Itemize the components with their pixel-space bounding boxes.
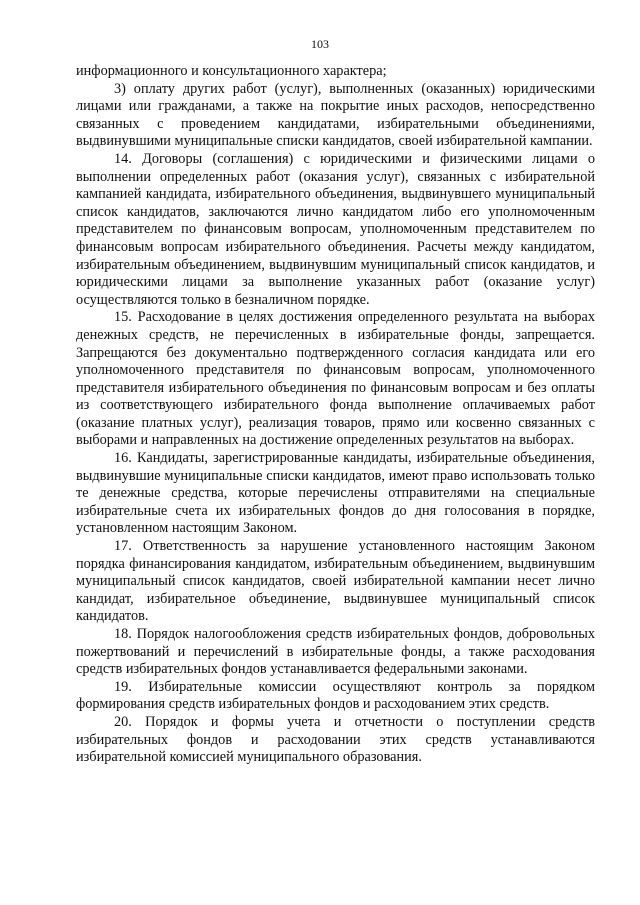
- paragraph-15: 15. Расходование в целях достижения определенного результата на выборах денежных средств, не перечисленных в избирательные фонды, запрещается. Запрещаются без документально подтвержденного согласия кандидата или его уполномоченного представителя по финансовым вопросам, уполномоченного представителя избирательного объединения по финансовым вопросам и без оплаты из соответствующего избирательного фонда выполнение оплачиваемых работ (оказание платных услуг), реализация товаров, прямо или косвенно связанных с выборами и направленных на достижение определенных результатов на выборах.: [76, 309, 595, 449]
- paragraph-19: 19. Избирательные комиссии осуществляют контроль за порядком формирования средств избирательных фондов и расходованием этих средств.: [76, 678, 595, 713]
- paragraph-14: 14. Договоры (соглашения) с юридическими и физическими лицами о выполнении определенных работ (оказания услуг), связанных с избирательной кампанией кандидата, избирательного объединения, выдвинувшего муниципальный список кандидатов, заключаются лично кандидатом либо его уполномоченным представителем по финансовым вопросам, уполномоченным представителем по финансовым вопросам избирательного объединения. Расчеты между кандидатом, избирательным объединением, выдвинувшим муниципальный список кандидатов, и юридическими лицами за выполнение указанных работ (оказание услуг) осуществляются только в безналичном порядке.: [76, 150, 595, 308]
- page-number: 103: [311, 37, 329, 51]
- paragraph-20: 20. Порядок и формы учета и отчетности о поступлении средств избирательных фондов и расходовании этих средств устанавливаются избирательной комиссией муниципального образования.: [76, 713, 595, 766]
- paragraph-continuation: информационного и консультационного характера;: [76, 63, 387, 79]
- paragraph-17: 17. Ответственность за нарушение установленного настоящим Законом порядка финансирования кандидатом, избирательным объединением, выдвинувшим муниципальный список кандидатов, своей избирательной кампании несет лично кандидат, избирательное объединение, выдвинувшее муниципальный список кандидатов.: [76, 538, 595, 625]
- paragraph-item-3: 3) оплату других работ (услуг), выполненных (оказанных) юридическими лицами или гражданами, а также на покрытие иных расходов, непосредственно связанных с проведением кандидатами, избирательными объединениями, выдвинувшими муниципальные списки кандидатов, своей избирательной кампании.: [76, 80, 595, 150]
- document-body: [76, 63, 595, 767]
- paragraph-18: 18. Порядок налогообложения средств избирательных фондов, добровольных пожертвований и перечислений в избирательные фонды, а также расходования средств избирательных фондов устанавливается федеральными законами.: [76, 626, 595, 678]
- paragraph-16: 16. Кандидаты, зарегистрированные кандидаты, избирательные объединения, выдвинувшие муниципальные списки кандидатов, имеют право использовать только те денежные средства, которые перечислены отправителями на специальные избирательные счета их избирательных фондов до дня голосования в порядке, установленном настоящим Законом.: [76, 450, 595, 537]
